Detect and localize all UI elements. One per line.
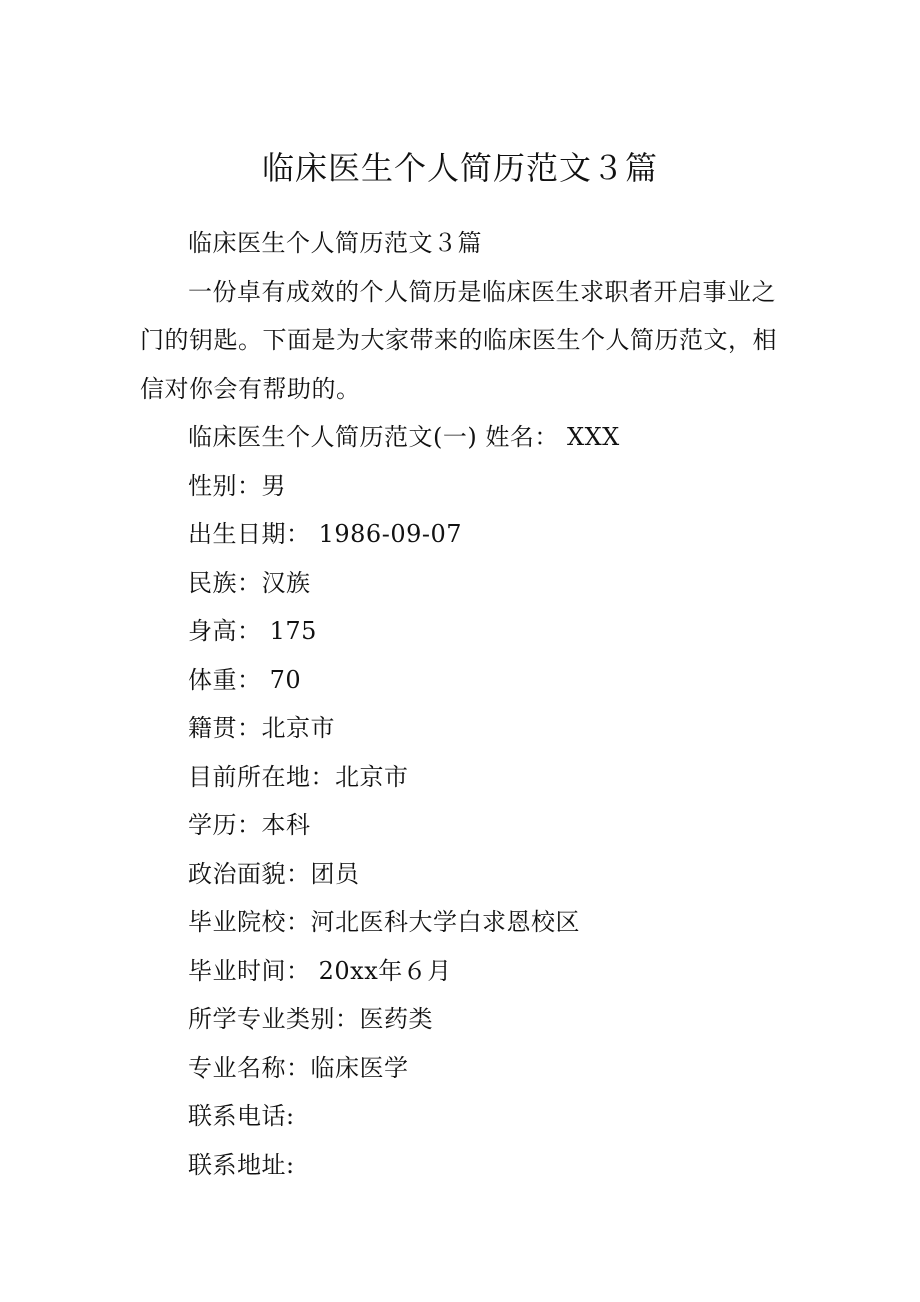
field-line-school: 毕业院校：河北医科大学白求恩校区 bbox=[188, 908, 580, 936]
field-line-name: 临床医生个人简历范文(一) 姓名： XXX bbox=[188, 423, 620, 451]
field-line-birthdate: 出生日期： 1986-09-07 bbox=[188, 520, 463, 548]
field-line-ethnicity: 民族：汉族 bbox=[188, 568, 311, 597]
field-line-graduation-date: 毕业时间： 20xx年６月 bbox=[188, 956, 452, 985]
field-line-current-location: 目前所在地：北京市 bbox=[188, 762, 409, 791]
intro-paragraph: 一份卓有成效的个人简历是临床医生求职者开启事业之门的钥匙。下面是为大家带来的临床医生个人简历范文，相信对你会有帮助的。 bbox=[140, 277, 777, 403]
field-line-education: 学历：本科 bbox=[188, 811, 311, 839]
field-line-native-place: 籍贯：北京市 bbox=[188, 714, 335, 742]
document-body bbox=[140, 219, 800, 1189]
field-line-major-category: 所学专业类别：医药类 bbox=[188, 1005, 433, 1033]
field-line-political-status: 政治面貌：团员 bbox=[188, 859, 360, 888]
field-line-address: 联系地址: bbox=[188, 1150, 295, 1179]
field-line-height: 身高： 175 bbox=[188, 617, 317, 645]
field-line-phone: 联系电话: bbox=[188, 1102, 295, 1130]
field-line-major-name: 专业名称：临床医学 bbox=[188, 1053, 409, 1082]
field-line-gender: 性别：男 bbox=[188, 471, 286, 500]
field-line-weight: 体重： 70 bbox=[188, 665, 302, 694]
document-subtitle: 临床医生个人简历范文３篇 bbox=[188, 229, 482, 257]
document-title: 临床医生个人简历范文３篇 bbox=[261, 149, 658, 187]
